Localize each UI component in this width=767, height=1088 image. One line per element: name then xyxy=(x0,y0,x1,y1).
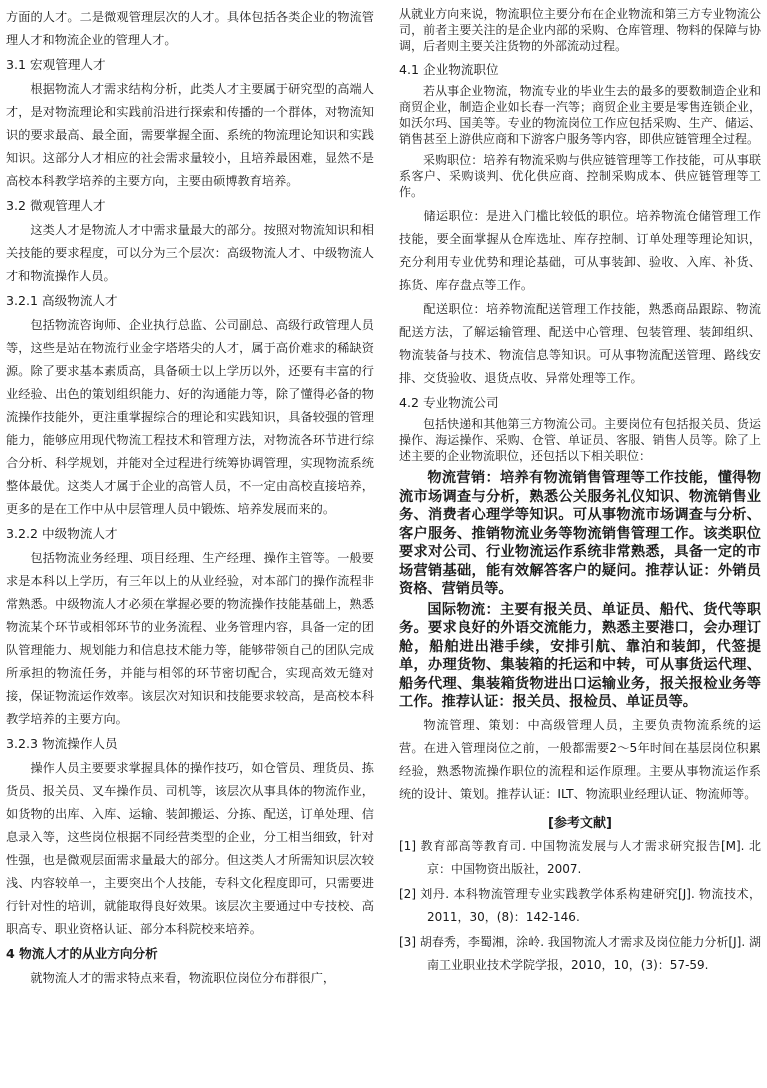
paragraph-4-2: 包括快递和其他第三方物流公司。主要岗位有包括报关员、货运操作、海运操作、采购、仓管、单证员、客服、销售人员等。除了上述主要的企业物流职位，还包括以下相关职位： xyxy=(399,417,761,463)
paragraph-marketing: 物流营销：培养有物流销售管理等工作技能，懂得物流市场调查与分析，熟悉公关服务礼仪知识、物流销售业务、消费者心理学等知识。可从事物流市场调查与分析、客户服务、推销物流业务等物流销售管理工作。该类职位要求对公司、行业物流运作系统非常熟悉，具备一定的市场营销基础，能有效解答客户的疑问。推荐认证：外销员资格、营销员等。 xyxy=(399,470,761,597)
right-column xyxy=(399,6,761,979)
heading-3-1: 3.1 宏观管理人才 xyxy=(6,57,106,72)
heading-3-2-1: 3.2.1 高级物流人才 xyxy=(6,293,118,308)
heading-3-2: 3.2 微观管理人才 xyxy=(6,198,106,213)
intro-paragraph: 方面的人才。二是微观管理层次的人才。具体包括各类企业的物流管理人才和物流企业的管理人才。 xyxy=(6,10,374,47)
paragraph-4: 就物流人才的需求特点来看，物流职位岗位分布群很广， xyxy=(30,971,336,985)
paragraph-3-1: 根据物流人才需求结构分析，此类人才主要属于研究型的高端人才，是对物流理论和实践前沿进行探索和传播的一个群体，对物流知识的要求最高、最全面，需要掌握全面、系统的物流理论知识和实践知识。这部分人才相应的社会需求量较小，且培养最困难，显然不是高校本科教学培养的主要方向，主要由硕博教育培养。 xyxy=(6,82,374,188)
paragraph-3-2-1: 包括物流咨询师、企业执行总监、公司副总、高级行政管理人员等，这些是站在物流行业金字塔塔尖的人才，属于高价难求的稀缺资源。除了要求基本素质高，具备硕士以上学历以外，还要有丰富的行业经验、出色的策划组织能力、好的沟通能力等，除了懂得必备的物流操作技能外，更注重掌握综合的理论和实践知识，具备较强的管理能力，能够应用现代物流工程技术和管理方法，对物流各环节进行综合分析、科学规划，并能对全过程进行统筹协调管理，实现物流系统整体最优。这类人才属于企业的高管人员，不一定由高校直接培养，更多的是在工作中从中层管理人员中锻炼、培养发展而来的。 xyxy=(6,318,374,516)
paragraph-3-2-3: 操作人员主要要求掌握具体的操作技巧，如仓管员、理货员、拣货员、报关员、叉车操作员、司机等，该层次从事具体的物流作业，如货物的出库、入库、运输、装卸搬运、分拣、配送，订单处理、信息录入等，这些岗位根据不同经营类型的企业，分工相当细致，针对性强，也是微观层面需求量最大的部分。但这类人才所需知识层次较浅、内容较单一，主要突出个人技能，专科文化程度即可，只需要进行针对性的培训，就能取得良好效果。该层次主要通过中专技校、高职高专、职业资格认证、部分本科院校来培养。 xyxy=(6,761,374,936)
heading-4-1: 4.1 企业物流职位 xyxy=(399,62,499,77)
left-column xyxy=(6,6,374,991)
paragraph-distribution: 配送职位：培养物流配送管理工作技能，熟悉商品跟踪、物流配送方法，了解运输管理、配送中心管理、包装管理、装卸组织、物流装备与技术、物流信息等知识。可从事物流配送管理、路线安排、交货验收、退货点收、异常处理等工作。 xyxy=(399,302,761,385)
heading-3-2-3: 3.2.3 物流操作人员 xyxy=(6,736,118,751)
paragraph-3-2: 这类人才是物流人才中需求量最大的部分。按照对物流知识和相关技能的要求程度，可以分为三个层次：高级物流人才、中级物流人才和物流操作人员。 xyxy=(6,223,374,283)
paragraph-3-2-2: 包括物流业务经理、项目经理、生产经理、操作主管等。一般要求是本科以上学历，有三年以上的从业经验，对本部门的操作流程非常熟悉。中级物流人才必须在掌握必要的物流操作技能基础上，熟悉物流某个环节或相邻环节的业务流程、业务管理内容，具备一定的团队管理能力、规划能力和信息技术能力等，能够带领自己的团队完成所承担的物流任务，并能与相邻的环节密切配合，实现高效无缝对接，保证物流运作效率。该层次对知识和技能要求较高，是高校本科教学培养的主要方向。 xyxy=(6,551,374,726)
heading-4: 4 物流人才的从业方向分析 xyxy=(6,946,158,961)
paragraph-international: 国际物流：主要有报关员、单证员、船代、货代等职务。要求良好的外语交流能力，熟悉主要港口，会办理订舱，船舶进出港手续，安排引航、靠泊和装卸，代签提单，办理货物、集装箱的托运和中转，可从事货运代理、船务代理、集装箱货物进出口运输业务，报关报检业务等工作。推荐认证：报关员、报检员、单证员等。 xyxy=(399,601,761,710)
paragraph-4-1: 若从事企业物流，物流专业的毕业生去的最多的要数制造企业和商贸企业，制造企业如长春一汽等；商贸企业主要是零售连锁企业，如沃尔玛、国美等。专业的物流岗位工作应包括采购、生产、储运、销售甚至上游供应商和下游客户服务等内容，即供应链管理全过程。 xyxy=(399,84,761,146)
reference-item: [2] 刘丹. 本科物流管理专业实践教学体系构建研究[J]. 物流技术，2011，30，(8)：142-146. xyxy=(399,886,761,924)
references-title: [参考文献] xyxy=(548,815,612,831)
paragraph-procurement: 采购职位：培养有物流采购与供应链管理等工作技能，可从事联系客户、采购谈判、优化供应商、控制采购成本、供应链管理等工作。 xyxy=(399,153,761,199)
continuation-paragraph: 从就业方向来说，物流职位主要分布在企业物流和第三方专业物流公司，前者主要关注的是企业内部的采购、仓库管理、物料的保障与协调，后者则主要关注货物的外部流动过程。 xyxy=(399,7,761,53)
paragraph-storage: 储运职位：是进入门槛比较低的职位。培养物流仓储管理工作技能，要全面掌握从仓库选址、库存控制、订单处理等理论知识，充分利用专业优势和理论基础，可从事装卸、验收、入库、补货、拣货、库存盘点等工作。 xyxy=(399,209,761,292)
reference-item: [3] 胡春秀，李蜀湘，涂岭. 我国物流人才需求及岗位能力分析[J]. 湖南工业职业技术学院学报，2010，10，(3)：57-59. xyxy=(399,934,761,972)
heading-3-2-2: 3.2.2 中级物流人才 xyxy=(6,526,118,541)
paragraph-management: 物流管理、策划：中高级管理人员，主要负责物流系统的运营。在进入管理岗位之前，一般都需要2～5年时间在基层岗位积累经验，熟悉物流操作职位的流程和运作原理。主要从事物流运作系统的设计、策划。推荐认证：ILT、物流职业经理认证、物流师等。 xyxy=(399,717,761,801)
heading-4-2: 4.2 专业物流公司 xyxy=(399,395,499,410)
reference-item: [1] 教育部高等教育司. 中国物流发展与人才需求研究报告[M]. 北京：中国物资出版社，2007. xyxy=(399,838,761,876)
